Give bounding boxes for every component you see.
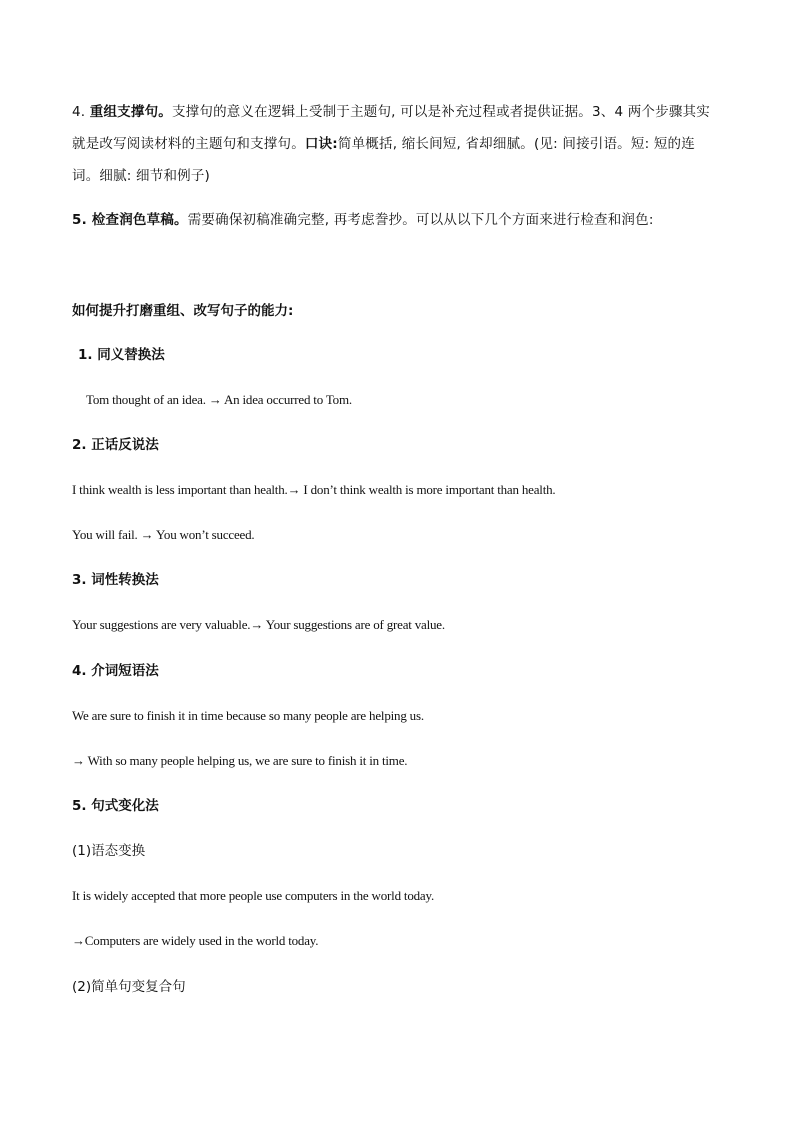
method-1-title: 1. 同义替换法: [78, 347, 165, 363]
step4-text: 支撑句的意义在逻辑上受制于主题句, 可以是补充过程或者提供证据。3、4 两个步骤其实就是改写阅读材料的主题句和支撑句。: [72, 104, 710, 152]
method-5-title: 5. 句式变化法: [72, 798, 159, 814]
step4-mnemonic-text: 简单概括, 缩长间短, 省却细腻。(见: 间接引语。短: 短的连词。细腻: 细节和例子): [72, 136, 695, 184]
method-5-sub-1-title: (1)语态变换: [72, 843, 146, 859]
step5-paragraph: [72, 204, 722, 236]
step4-title: 重组支撑句。: [89, 104, 172, 120]
step4-mnemonic-label: 口诀:: [304, 136, 338, 152]
method-3-title: 3. 词性转换法: [72, 572, 159, 588]
section-title: 如何提升打磨重组、改写句子的能力:: [72, 303, 294, 319]
method-5-sub-2-title: (2)简单句变复合句: [72, 979, 186, 995]
method-2-title: 2. 正话反说法: [72, 437, 159, 453]
step5-number: 5.: [72, 212, 92, 228]
method-3-example-1: Your suggestions are very valuable.→ Your suggestions are of great value.: [72, 617, 445, 632]
method-4-title: 4. 介词短语法: [72, 663, 159, 679]
method-5-sub-1-example-1: It is widely accepted that more people use computers in the world today.: [72, 888, 435, 903]
step5-title: 检查润色草稿。: [91, 212, 188, 228]
method-1-example-1: Tom thought of an idea. → An idea occurred to Tom.: [86, 392, 352, 407]
step4-number: 4.: [72, 104, 90, 120]
method-2-example-1: I think wealth is less important than health.→ I don’t think wealth is more important than health.: [72, 482, 556, 497]
method-2-example-2: You will fail. → You won’t succeed.: [72, 527, 255, 542]
method-4-example-1: We are sure to finish it in time because so many people are helping us.: [72, 708, 424, 723]
method-4-example-2: → With so many people helping us, we are sure to finish it in time.: [72, 753, 408, 768]
method-5-sub-1-example-2: →Computers are widely used in the world today.: [72, 933, 319, 948]
step5-text: 需要确保初稿准确完整, 再考虑誊抄。可以从以下几个方面来进行检查和润色:: [187, 212, 654, 228]
step4-paragraph: [72, 96, 722, 192]
